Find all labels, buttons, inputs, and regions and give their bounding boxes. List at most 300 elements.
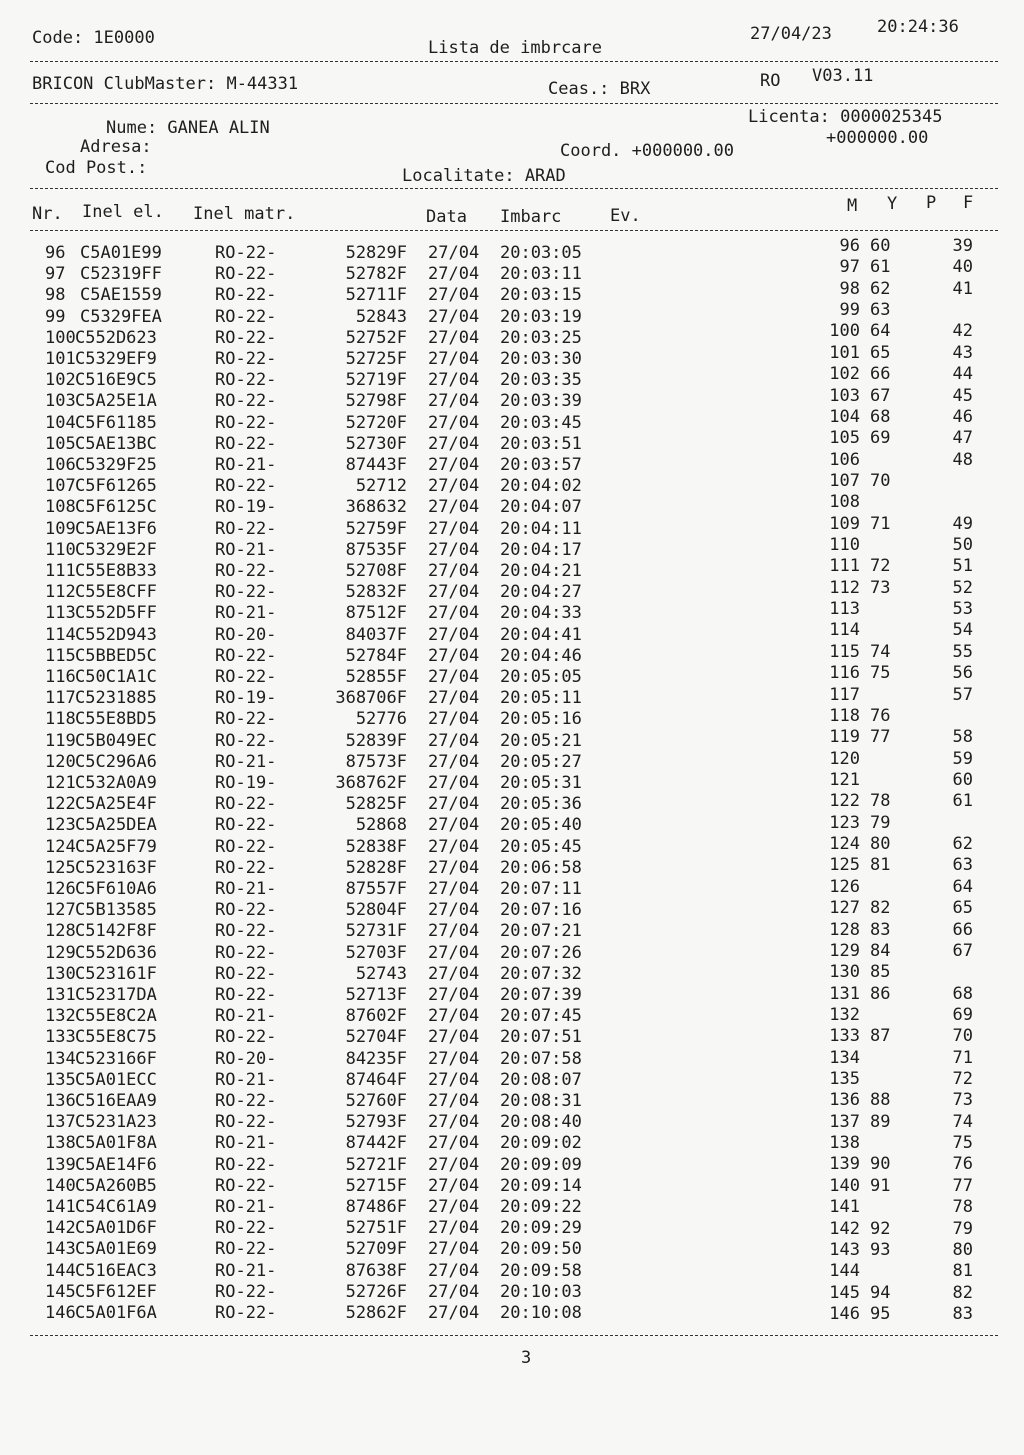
coordinates-primary: Coord. +000000.00 [560,141,734,161]
cell-inel-matr: RO-22- [215,921,277,942]
cell-position-m: 105 [829,428,860,449]
cell-position-y: 79 [870,812,891,833]
cell-ring-number: 52782F [345,264,407,285]
cell-time: 20:04:27 [500,582,582,603]
col-header-m: M [847,196,858,216]
cell-position-m: 106 [829,449,860,470]
cell-inel-matr: RO-19- [215,773,277,793]
cell-position-f: 73 [952,1090,973,1111]
cell-position-f: 71 [952,1047,973,1068]
cell-inel-el: C5F6125C [75,497,157,518]
cell-time: 20:09:58 [500,1260,582,1281]
cell-position-f: 46 [952,406,973,427]
cell-time: 20:03:19 [500,306,582,327]
cell-position-f: 53 [952,599,973,620]
cell-date: 27/04 [428,582,480,603]
cell-position-m: 120 [829,748,860,769]
cell-date: 27/04 [428,1281,480,1302]
cell-time: 20:03:39 [500,391,582,412]
cell-inel-matr: RO-22- [215,1027,277,1048]
cell-position-y: 78 [870,791,891,812]
cell-position-m: 132 [829,1004,860,1025]
cell-ring-number: 368762F [335,773,407,793]
cell-inel-el: C54C61A9 [75,1197,157,1217]
cell-position-m: 103 [829,385,860,406]
cell-position-y: 63 [870,300,891,321]
table-row [0,1261,1024,1282]
table-row [0,921,1024,942]
cell-date: 27/04 [428,645,480,666]
cell-inel-matr: RO-20- [215,1048,277,1069]
cell-ring-number: 52804F [345,900,407,921]
cell-ring-number: 52828F [345,857,407,878]
code-label: Code: 1E0000 [32,28,155,48]
cell-nr: 129 [45,942,76,963]
cell-date: 27/04 [428,370,480,391]
cell-inel-matr: RO-22- [215,349,277,369]
cell-inel-matr: RO-22- [215,1218,277,1239]
table-row [0,1027,1024,1048]
cell-nr: 121 [45,773,76,793]
cell-position-m: 115 [829,641,860,662]
cell-inel-el: C516EAA9 [75,1091,157,1111]
cell-time: 20:03:51 [500,433,582,454]
cell-time: 20:05:40 [500,815,582,836]
table-row [0,1197,1024,1218]
col-header-y: Y [887,194,898,214]
cell-inel-matr: RO-21- [215,1006,277,1027]
cell-inel-matr: RO-22- [215,412,277,433]
cell-position-f: 42 [952,321,973,342]
cell-date: 27/04 [428,349,480,369]
cell-inel-el: C5329F25 [75,455,157,475]
cell-nr: 100 [45,327,76,348]
cell-ring-number: 52838F [345,836,407,857]
cell-date: 27/04 [428,603,480,624]
cell-position-f: 54 [952,620,973,641]
cell-inel-matr: RO-21- [215,1197,277,1217]
cell-ring-number: 52712 [355,476,407,497]
cell-ring-number: 87638F [345,1260,407,1281]
cell-ring-number: 52855F [345,667,407,687]
cell-time: 20:03:05 [500,243,582,263]
cell-position-m: 130 [829,962,860,983]
separator-bottom [30,1335,998,1336]
cell-position-f: 55 [952,641,973,662]
cell-date: 27/04 [428,773,480,793]
cell-date: 27/04 [428,433,480,454]
cell-inel-el: C552D623 [75,327,157,348]
cell-ring-number: 52731F [345,921,407,942]
cell-time: 20:05:36 [500,794,582,815]
cell-inel-matr: RO-22- [215,815,277,836]
cell-time: 20:07:51 [500,1027,582,1048]
cell-inel-el: C5B13585 [75,900,157,921]
cell-time: 20:05:21 [500,730,582,751]
cell-date: 27/04 [428,815,480,836]
cell-ring-number: 87464F [345,1069,407,1090]
cell-time: 20:03:30 [500,349,582,369]
cell-nr: 132 [45,1006,76,1027]
col-header-p: P [926,193,937,213]
cell-ring-number: 368632 [345,497,407,518]
cell-date: 27/04 [428,985,480,1005]
cell-position-m: 129 [829,940,860,961]
cell-time: 20:07:16 [500,900,582,921]
cell-position-y: 74 [870,641,891,662]
cell-inel-el: C5A01D6F [75,1218,157,1239]
cell-inel-el: C5C296A6 [75,751,157,772]
cell-position-y: 65 [870,342,891,363]
cell-inel-matr: RO-22- [215,794,277,815]
cell-date: 27/04 [428,306,480,327]
cell-ring-number: 52709F [345,1239,407,1260]
table-row [0,1070,1024,1091]
table-row [0,663,1024,688]
cell-inel-matr: RO-22- [215,243,277,263]
cell-position-m: 111 [829,556,860,577]
cell-position-f: 79 [952,1218,973,1239]
cell-position-m: 135 [829,1069,860,1090]
cell-position-y: 69 [870,428,891,449]
cell-nr: 142 [45,1218,76,1239]
cell-position-m: 123 [829,812,860,833]
cell-date: 27/04 [428,1069,480,1090]
cell-time: 20:09:50 [500,1239,582,1260]
cell-date: 27/04 [428,1027,480,1048]
cell-position-m: 113 [829,599,860,620]
cell-time: 20:09:09 [500,1154,582,1175]
cell-ring-number: 52825F [345,794,407,815]
cell-inel-el: C5AE13BC [75,433,157,454]
cell-position-y: 70 [870,470,891,491]
cell-ring-number: 52784F [345,645,407,666]
cell-position-y: 62 [870,278,891,299]
table-row [0,985,1024,1006]
cell-position-y: 64 [870,321,891,342]
cell-position-y: 72 [870,556,891,577]
cell-inel-el: C5B049EC [75,730,157,751]
cell-date: 27/04 [428,857,480,878]
cell-date: 27/04 [428,561,480,581]
cell-inel-el: C52317DA [75,985,157,1005]
cell-time: 20:04:46 [500,645,582,666]
club-label: BRICON ClubMaster: M-44331 [32,74,299,94]
cell-nr: 107 [45,476,76,497]
cell-position-m: 127 [829,898,860,919]
cell-inel-matr: RO-22- [215,900,277,921]
table-row [0,470,1024,497]
cell-nr: 113 [45,603,76,624]
cell-date: 27/04 [428,624,480,645]
cell-time: 20:03:57 [500,455,582,475]
cell-nr: 103 [45,391,76,412]
cell-position-m: 100 [829,321,860,342]
cell-inel-el: C552D636 [75,942,157,963]
cell-inel-matr: RO-21- [215,603,277,624]
cell-inel-el: C5329FEA [80,306,162,327]
cell-position-f: 80 [952,1239,973,1260]
cell-inel-el: C5F61185 [75,412,157,433]
table-row [0,855,1024,879]
cell-inel-matr: RO-22- [215,327,277,348]
cell-inel-el: C5A01F6A [75,1303,157,1323]
cell-inel-el: C532A0A9 [75,773,157,793]
cell-date: 27/04 [428,879,480,899]
cell-nr: 125 [45,857,76,878]
cell-date: 27/04 [428,1091,480,1111]
cell-time: 20:05:27 [500,751,582,772]
cell-position-f: 81 [952,1261,973,1282]
cell-nr: 118 [45,709,76,730]
cell-inel-el: C523166F [75,1048,157,1069]
table-row [0,1091,1024,1112]
cell-ring-number: 368706F [335,688,407,709]
cell-position-y: 82 [870,898,891,919]
cell-position-m: 112 [829,577,860,598]
cell-position-y: 85 [870,962,891,983]
cell-ring-number: 52743 [355,963,407,984]
cell-ring-number: 52776 [355,709,407,730]
col-header-data: Data [426,207,467,227]
print-date: 27/04/23 [750,24,832,44]
cell-position-m: 143 [829,1239,860,1260]
cell-ring-number: 52726F [345,1281,407,1302]
cell-position-y: 71 [870,513,891,534]
cell-position-m: 137 [829,1111,860,1132]
cell-position-f: 48 [952,449,973,470]
cell-time: 20:07:11 [500,879,582,899]
cell-nr: 120 [45,751,76,772]
cell-ring-number: 52719F [345,370,407,391]
cell-date: 27/04 [428,285,480,306]
page-number: 3 [521,1348,532,1368]
cell-ring-number: 52751F [345,1218,407,1239]
cell-nr: 138 [45,1133,76,1154]
cell-time: 20:06:58 [500,857,582,878]
cell-nr: 137 [45,1112,76,1133]
table-row [0,1155,1024,1176]
table-row [0,577,1024,603]
cell-inel-el: C5329E2F [75,539,157,560]
cell-nr: 104 [45,412,76,433]
cell-position-f: 70 [952,1026,973,1047]
cell-position-f: 78 [952,1197,973,1218]
cell-position-m: 108 [829,492,860,513]
cell-ring-number: 52759F [345,518,407,539]
cell-inel-el: C5F610A6 [75,879,157,899]
cell-inel-el: C5A25F79 [75,836,157,857]
cell-position-y: 87 [870,1026,891,1047]
cell-nr: 139 [45,1154,76,1175]
cell-ring-number: 52798F [345,391,407,412]
cell-position-m: 117 [829,684,860,705]
cell-date: 27/04 [428,518,480,539]
cell-date: 27/04 [428,1175,480,1196]
cell-inel-el: C516E9C5 [75,370,157,391]
cell-date: 27/04 [428,942,480,963]
cell-nr: 110 [45,539,76,560]
cell-date: 27/04 [428,455,480,475]
cell-time: 20:03:15 [500,285,582,306]
cell-position-f: 58 [952,727,973,748]
cell-position-y: 80 [870,834,891,855]
cell-time: 20:03:35 [500,370,582,391]
cell-inel-matr: RO-21- [215,1069,277,1090]
cell-inel-matr: RO-22- [215,985,277,1005]
cell-position-f: 47 [952,428,973,449]
cell-time: 20:10:03 [500,1281,582,1302]
cell-position-f: 45 [952,385,973,406]
document-title: Lista de imbrcare [428,38,602,58]
cell-time: 20:03:25 [500,327,582,348]
cell-date: 27/04 [428,1154,480,1175]
cell-inel-el: C5A25DEA [75,815,157,836]
cell-inel-el: C5A01ECC [75,1069,157,1090]
cell-date: 27/04 [428,1197,480,1217]
table-row [0,428,1024,455]
cell-position-m: 144 [829,1261,860,1282]
cell-position-f: 72 [952,1069,973,1090]
cell-time: 20:07:21 [500,921,582,942]
cell-inel-matr: RO-22- [215,836,277,857]
print-time: 20:24:36 [877,17,959,37]
cell-nr: 109 [45,518,76,539]
cell-position-y: 83 [870,919,891,940]
cell-date: 27/04 [428,1006,480,1027]
cell-position-y: 61 [870,257,891,278]
cell-position-m: 128 [829,919,860,940]
cell-ring-number: 52721F [345,1154,407,1175]
cell-position-f: 41 [952,278,973,299]
cell-time: 20:09:22 [500,1197,582,1217]
cell-position-m: 97 [839,257,860,278]
cell-position-m: 96 [839,236,860,256]
cell-time: 20:08:07 [500,1069,582,1090]
table-row [0,1218,1024,1239]
cell-date: 27/04 [428,1133,480,1154]
cell-position-y: 93 [870,1239,891,1260]
cell-position-m: 104 [829,406,860,427]
cell-ring-number: 52868 [355,815,407,836]
cell-nr: 116 [45,667,76,687]
cell-time: 20:07:39 [500,985,582,1005]
cell-date: 27/04 [428,476,480,497]
cell-position-f: 52 [952,577,973,598]
cell-date: 27/04 [428,1303,480,1323]
cell-ring-number: 87443F [345,455,407,475]
cell-date: 27/04 [428,243,480,263]
cell-position-f: 40 [952,257,973,278]
cell-time: 20:04:07 [500,497,582,518]
cell-position-f: 49 [952,513,973,534]
cell-inel-el: C523163F [75,857,157,878]
cell-time: 20:07:32 [500,963,582,984]
table-row [0,1006,1024,1027]
cell-date: 27/04 [428,497,480,518]
cell-ring-number: 52711F [345,285,407,306]
cell-inel-matr: RO-22- [215,667,277,687]
cell-nr: 114 [45,624,76,645]
cell-ring-number: 52708F [345,561,407,581]
cell-nr: 141 [45,1197,76,1217]
cell-ring-number: 87602F [345,1006,407,1027]
cell-inel-matr: RO-22- [215,306,277,327]
ceas-label: Ceas.: BRX [548,79,651,99]
cell-nr: 135 [45,1069,76,1090]
cell-inel-el: C5A25E4F [75,794,157,815]
table-row [0,1112,1024,1133]
cell-time: 20:09:29 [500,1218,582,1239]
cell-nr: 144 [45,1260,76,1281]
table-row [0,599,1024,624]
cell-date: 27/04 [428,751,480,772]
cell-inel-matr: RO-22- [215,370,277,391]
cell-inel-el: C5329EF9 [75,349,157,369]
cell-ring-number: 52843 [355,306,407,327]
cell-inel-el: C5A01E99 [80,243,162,263]
cell-time: 20:05:16 [500,709,582,730]
cell-position-f: 74 [952,1111,973,1132]
cell-position-f: 60 [952,770,973,790]
col-header-imbarc: Imbarc [500,207,562,227]
cell-ring-number: 52713F [345,985,407,1005]
cell-inel-matr: RO-22- [215,942,277,963]
cell-position-m: 134 [829,1047,860,1068]
cell-inel-matr: RO-21- [215,1260,277,1281]
cell-position-y: 88 [870,1090,891,1111]
cell-inel-el: C5142F8F [75,921,157,942]
cell-nr: 128 [45,921,76,942]
cell-inel-matr: RO-20- [215,624,277,645]
cell-inel-el: C5AE13F6 [75,518,157,539]
cell-ring-number: 52730F [345,433,407,454]
cell-date: 27/04 [428,1239,480,1260]
cell-date: 27/04 [428,900,480,921]
cell-date: 27/04 [428,836,480,857]
cell-position-y: 60 [870,236,891,256]
cell-ring-number: 87512F [345,603,407,624]
cell-position-m: 99 [839,300,860,321]
cell-ring-number: 87573F [345,751,407,772]
cell-time: 20:08:31 [500,1091,582,1111]
cell-position-f: 64 [952,876,973,897]
cell-nr: 124 [45,836,76,857]
table-row [0,834,1024,858]
cell-inel-el: C5A01F8A [75,1133,157,1154]
cell-time: 20:03:11 [500,264,582,285]
cell-inel-matr: RO-22- [215,391,277,412]
cell-time: 20:10:08 [500,1303,582,1323]
cell-ring-number: 52715F [345,1175,407,1196]
cell-position-f: 44 [952,364,973,385]
cell-nr: 134 [45,1048,76,1069]
cell-inel-matr: RO-22- [215,963,277,984]
cell-position-m: 125 [829,855,860,876]
table-row [0,1239,1024,1260]
cell-ring-number: 52862F [345,1303,407,1323]
locality-label: Localitate: ARAD [402,166,566,186]
cell-nr: 136 [45,1091,76,1111]
software-version: V03.11 [812,66,874,86]
cell-position-m: 114 [829,620,860,641]
cell-ring-number: 52839F [345,730,407,751]
cell-inel-matr: RO-22- [215,645,277,666]
cell-inel-el: C52319FF [80,264,162,285]
cell-position-m: 121 [829,770,860,790]
country-code: RO [760,71,781,91]
cell-inel-matr: RO-21- [215,879,277,899]
